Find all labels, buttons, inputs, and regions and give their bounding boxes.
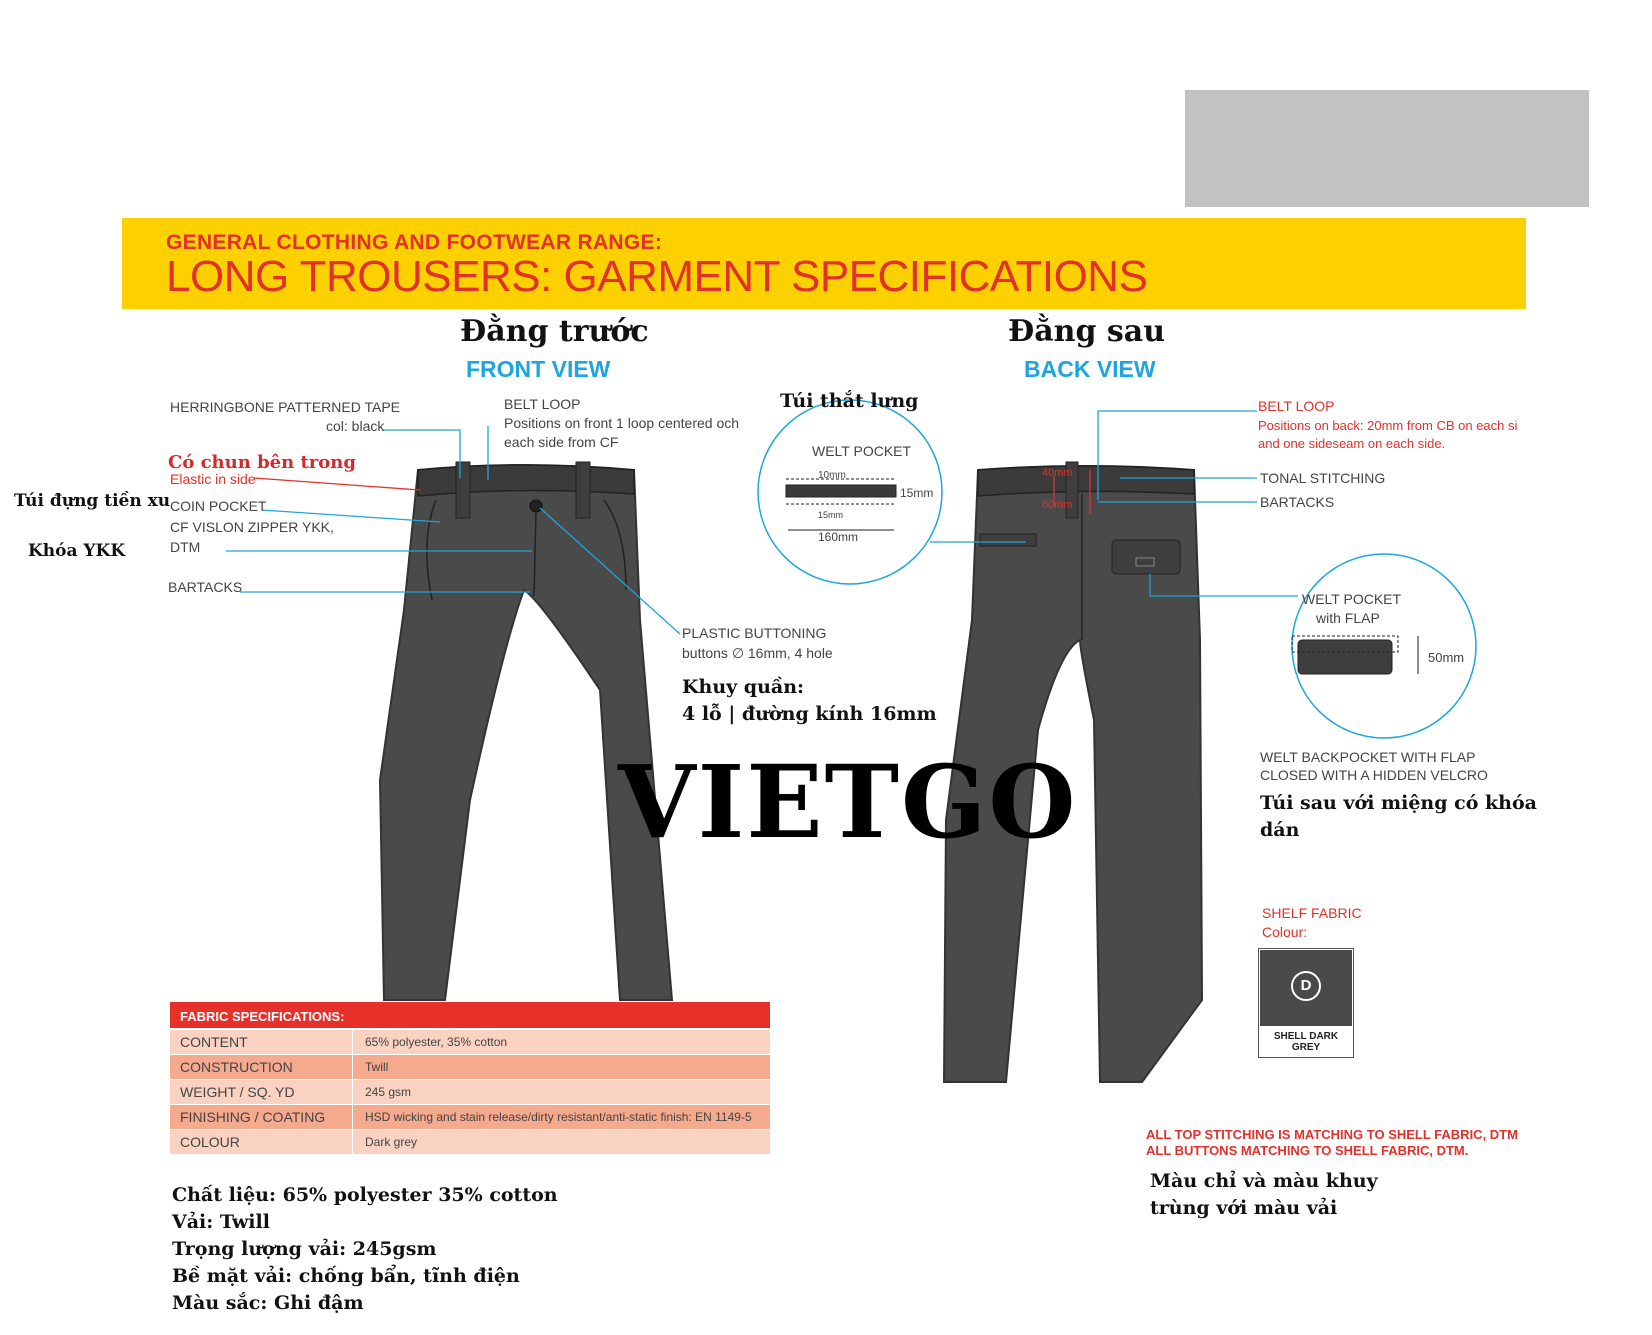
back-belt-loop-line2: and one sideseam on each side. (1258, 436, 1446, 451)
flap-pocket-label2: with FLAP (1316, 610, 1380, 626)
summary-line: Vải: Twill (172, 1211, 270, 1233)
fabric-spec-label: CONSTRUCTION (170, 1055, 352, 1079)
back-belt-loop-line1: Positions on back: 20mm from CB on each si (1258, 418, 1518, 433)
herringbone-colour: col: black (326, 418, 385, 434)
swatch-caption: SHELL DARK GREY (1273, 1031, 1339, 1053)
fabric-spec-label: COLOUR (170, 1130, 352, 1154)
front-en-title: FRONT VIEW (466, 356, 611, 382)
button-vn-line2: 4 lỗ | đường kính 16mm (682, 703, 937, 725)
summary-line: Bề mặt vải: chống bẩn, tĩnh điện (172, 1265, 520, 1287)
zipper-dtm-label: DTM (170, 539, 201, 555)
front-vn-title: Đằng trước (460, 314, 649, 349)
shelf-fabric-title: SHELF FABRIC (1262, 905, 1362, 921)
front-bartacks-label: BARTACKS (168, 579, 243, 595)
backpocket-vn-line1: Túi sau với miệng có khóa (1260, 792, 1537, 814)
coin-pocket-vn-label: Túi đựng tiền xu (14, 491, 171, 511)
flap-pocket-label1: WELT POCKET (1302, 591, 1402, 607)
welt-dim-160: 160mm (818, 530, 859, 544)
flap-pocket-detail-shape (1298, 640, 1392, 674)
elastic-vn-label: Có chun bên trong (168, 452, 356, 473)
front-trousers-drawing (380, 462, 672, 1000)
fabric-spec-row (170, 1130, 770, 1154)
backpocket-vn-line2: dán (1260, 819, 1300, 841)
waist-pocket-vn-label: Túi thắt lưng (780, 390, 919, 412)
button-detail: buttons ∅ 16mm, 4 hole (682, 645, 833, 661)
fabric-spec-label: CONTENT (170, 1030, 352, 1054)
stitching-vn-line2: trùng với màu vải (1150, 1197, 1338, 1219)
coin-pocket-label: COIN POCKET (170, 498, 267, 514)
fabric-spec-value: Dark grey (352, 1130, 770, 1154)
fabric-spec-header: FABRIC SPECIFICATIONS: (170, 1002, 770, 1028)
tonal-stitching-label: TONAL STITCHING (1260, 470, 1386, 486)
back-belt-loop-title: BELT LOOP (1258, 398, 1335, 414)
fabric-colour-swatch (1258, 948, 1354, 1058)
belt-loop-line2: each side from CF (504, 434, 619, 450)
backpocket-label2: CLOSED WITH A HIDDEN VELCRO (1260, 767, 1488, 783)
fabric-spec-row (170, 1055, 770, 1079)
stitching-note-2: ALL BUTTONS MATCHING TO SHELL FABRIC, DTM. (1146, 1143, 1469, 1158)
swatch-letter: D (1291, 971, 1321, 1001)
fabric-spec-value: 245 gsm (352, 1080, 770, 1104)
banner-subtitle: GENERAL CLOTHING AND FOOTWEAR RANGE: (166, 231, 663, 254)
summary-line: Chất liệu: 65% polyester 35% cotton (172, 1184, 558, 1206)
back-dim-40: 40mm (1042, 467, 1073, 479)
welt-pocket-label: WELT POCKET (812, 443, 912, 459)
fabric-spec-label: WEIGHT / SQ. YD (170, 1080, 352, 1104)
vietgo-watermark: VIETGO (618, 743, 1078, 861)
herringbone-label: HERRINGBONE PATTERNED TAPE (170, 399, 400, 415)
summary-line: Màu sắc: Ghi đậm (172, 1292, 364, 1314)
fabric-spec-label: FINISHING / COATING (170, 1105, 352, 1129)
backpocket-label1: WELT BACKPOCKET WITH FLAP (1260, 749, 1476, 765)
stitching-vn-line1: Màu chỉ và màu khuy (1150, 1170, 1378, 1192)
zipper-label: CF VISLON ZIPPER YKK, (170, 519, 334, 535)
welt-dim-10: 10mm (818, 470, 846, 481)
stitching-note-1: ALL TOP STITCHING IS MATCHING TO SHELL FABRIC, DTM (1146, 1127, 1518, 1142)
banner-title: LONG TROUSERS: GARMENT SPECIFICATIONS (166, 252, 1148, 301)
welt-pocket-detail-shape (786, 485, 896, 497)
back-bartacks-label: BARTACKS (1260, 494, 1335, 510)
belt-loop-line1: Positions on front 1 loop centered och (504, 415, 740, 431)
fabric-spec-row (170, 1080, 770, 1104)
elastic-leader-line (254, 478, 420, 490)
fabric-spec-value: HSD wicking and stain release/dirty resistant/anti-static finish: EN 1149-5 (352, 1105, 770, 1129)
fabric-spec-value: Twill (352, 1055, 770, 1079)
zipper-vn-label: Khóa YKK (28, 541, 126, 561)
back-vn-title: Đằng sau (1008, 314, 1166, 349)
back-en-title: BACK VIEW (1024, 356, 1156, 382)
fabric-spec-value: 65% polyester, 35% cotton (352, 1030, 770, 1054)
shelf-fabric-colour-label: Colour: (1262, 924, 1308, 940)
fabric-spec-row (170, 1030, 770, 1054)
welt-dim-15b: 15mm (818, 510, 844, 520)
flap-dim-50: 50mm (1428, 650, 1465, 665)
button-vn-line1: Khuy quần: (682, 676, 805, 698)
button-title: PLASTIC BUTTONING (682, 625, 827, 641)
fabric-spec-row (170, 1105, 770, 1129)
back-dim-60: 60mm (1042, 499, 1073, 511)
summary-line: Trọng lượng vải: 245gsm (172, 1238, 437, 1260)
belt-loop-title: BELT LOOP (504, 396, 581, 412)
welt-dim-15: 15mm (900, 486, 934, 500)
elastic-en-label: Elastic in side (170, 471, 256, 487)
